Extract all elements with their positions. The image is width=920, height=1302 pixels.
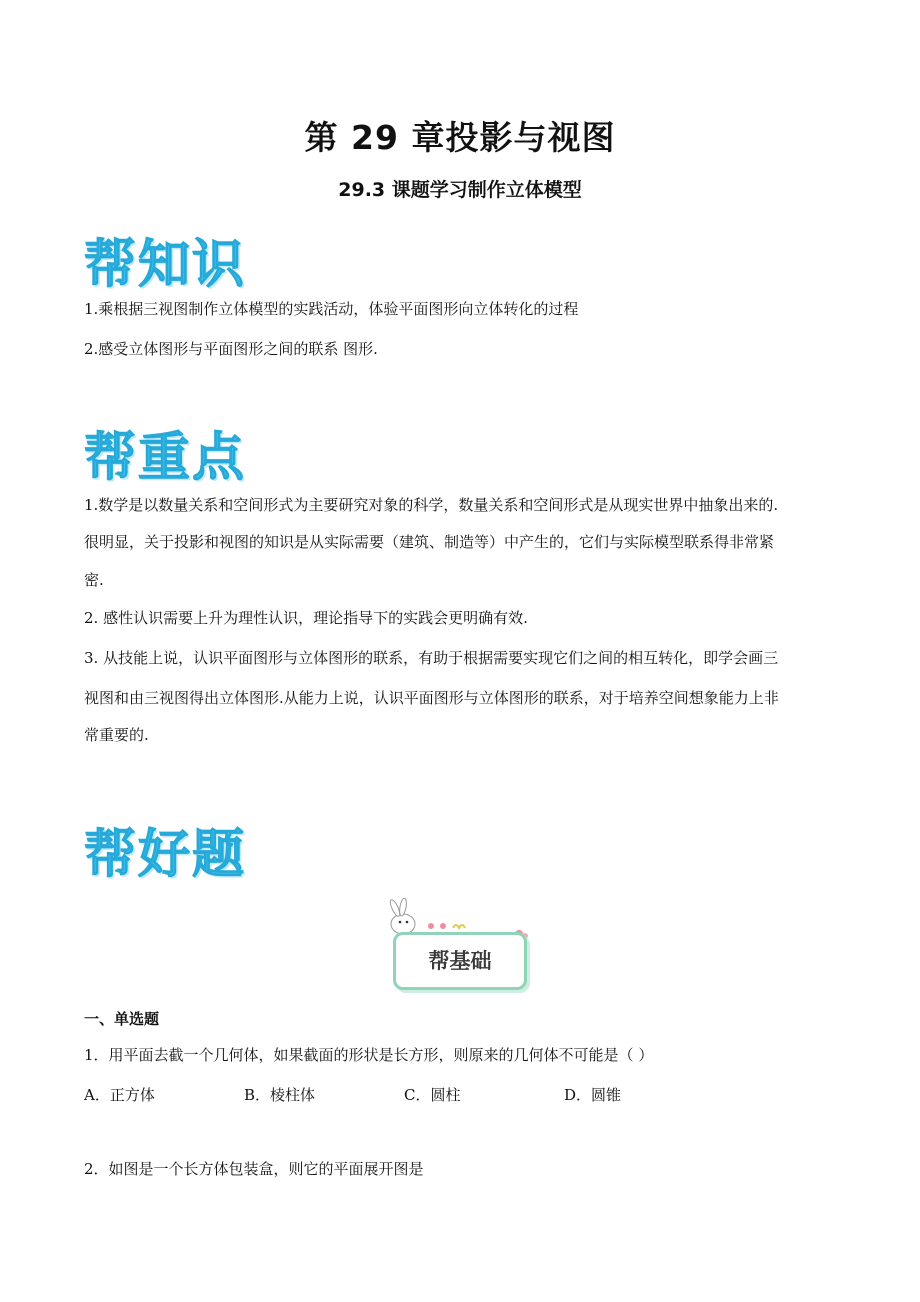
- question-1-stem: 1．用平面去截一个几何体，如果截面的形状是长方形，则原来的几何体不可能是（ ）: [84, 1046, 654, 1064]
- badge-basics-label: 帮基础: [428, 948, 492, 973]
- knowledge-item-2: 2.感受立体图形与平面图形之间的联系 图形.: [84, 340, 378, 358]
- badge-basics: [393, 932, 527, 990]
- question-1-option-d: D．圆锥: [564, 1086, 622, 1104]
- question-1-option-a: A．正方体: [84, 1086, 155, 1104]
- question-1-option-c: C．圆柱: [404, 1086, 461, 1104]
- keypoint-line-3: 密.: [84, 571, 104, 589]
- knowledge-item-1: 1.乘根据三视图制作立体模型的实践活动，体验平面图形向立体转化的过程: [84, 300, 579, 318]
- question-type-heading: 一、单选题: [84, 1010, 160, 1028]
- keypoint-line-7: 常重要的.: [84, 726, 149, 744]
- keypoint-line-4: 2. 感性认识需要上升为理性认识，理论指导下的实践会更明确有效.: [84, 609, 528, 627]
- question-2-stem: 2．如图是一个长方体包装盒，则它的平面展开图是: [84, 1160, 424, 1178]
- keypoint-line-2: 很明显，关于投影和视图的知识是从实际需要（建筑、制造等）中产生的，它们与实际模型联系得非常紧: [84, 533, 775, 551]
- keypoint-line-1: 1.数学是以数量关系和空间形式为主要研究对象的科学，数量关系和空间形式是从现实世界中抽象出来的.: [84, 496, 779, 514]
- keypoint-line-5: 3. 从技能上说，认识平面图形与立体图形的联系，有助于根据需要实现它们之间的相互转化，即学会画三: [84, 649, 779, 667]
- page-title: 第 29 章投影与视图: [304, 118, 616, 157]
- section-heading-goodproblems: 帮好题: [84, 825, 247, 885]
- keypoint-line-6: 视图和由三视图得出立体图形.从能力上说，认识平面图形与立体图形的联系，对于培养空间想象能力上非: [84, 689, 779, 707]
- page-subtitle: 29.3 课题学习制作立体模型: [338, 179, 582, 201]
- question-1-option-b: B．棱柱体: [244, 1086, 316, 1104]
- section-heading-keypoints: 帮重点: [84, 428, 247, 488]
- section-heading-knowledge: 帮知识: [84, 235, 247, 295]
